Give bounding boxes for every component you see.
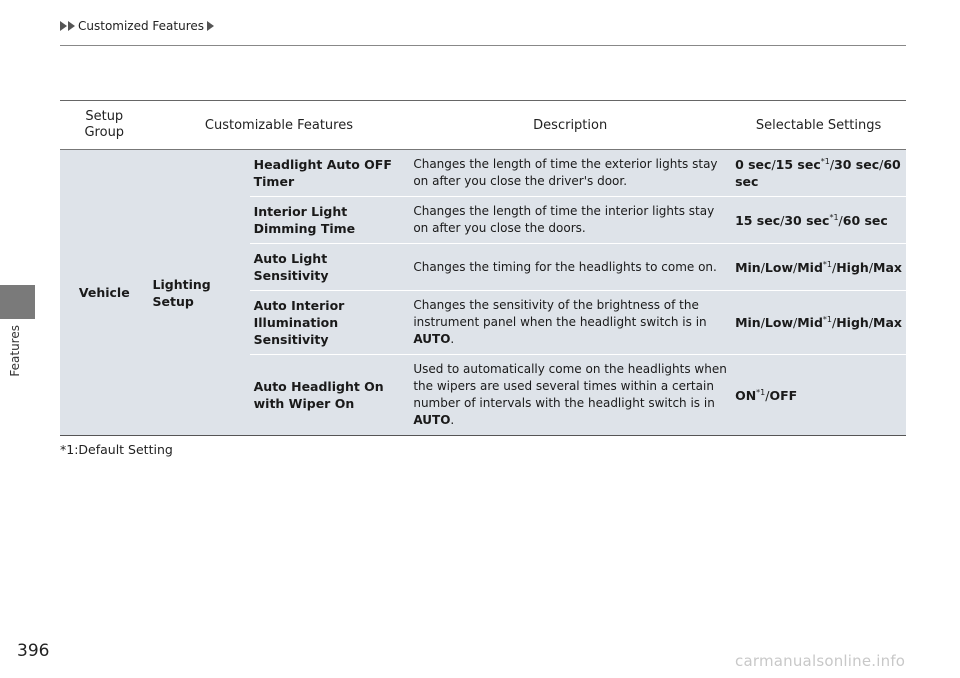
header-divider: [60, 45, 906, 46]
header-description: Description: [409, 101, 731, 150]
feature-name: Headlight Auto OFF Timer: [250, 150, 410, 197]
section-tab-marker: [0, 285, 35, 319]
setting-separator: /: [832, 315, 837, 330]
setting-option: Low: [764, 259, 794, 275]
default-marker: *1: [820, 156, 830, 166]
feature-description: Changes the length of time the interior lights stay on after you close the doors.: [409, 197, 731, 244]
selectable-settings: [731, 244, 906, 291]
feature-description: Changes the sensitivity of the brightness of the instrument panel when the headlight switch is in AUTO.: [409, 291, 731, 355]
setting-separator: /: [879, 157, 884, 172]
header-setup-group: Setup Group: [60, 101, 149, 150]
setting-option: 60 sec: [842, 212, 888, 228]
setting-separator: /: [829, 157, 835, 172]
default-marker: *1: [756, 387, 766, 397]
selectable-settings: [731, 197, 906, 244]
setting-separator: /: [780, 212, 785, 228]
default-marker: *1: [829, 212, 839, 222]
category-cell: Lighting Setup: [149, 150, 250, 436]
setting-separator: /: [868, 259, 874, 275]
setting-separator: /: [868, 315, 874, 330]
feature-name: Auto Interior Illumination Sensitivity: [250, 291, 410, 355]
setting-option: Mid: [797, 259, 823, 275]
table-row: [60, 150, 906, 197]
section-tab-label: Features: [8, 325, 22, 377]
default-marker: *1: [822, 314, 832, 324]
setting-separator: /: [832, 259, 837, 275]
feature-name: Interior Light Dimming Time: [250, 197, 410, 244]
setting-option: 15 sec: [735, 212, 781, 228]
setting-option: 30 sec: [784, 212, 830, 228]
default-marker: *1: [822, 259, 832, 269]
setting-separator: /: [760, 259, 765, 275]
header-selectable-settings: Selectable Settings: [731, 101, 906, 150]
setting-option: Max: [873, 315, 902, 330]
auto-keyword: AUTO: [413, 332, 451, 346]
setting-option: 60 sec: [735, 157, 901, 189]
watermark: carmanualsonline.info: [735, 652, 906, 670]
setting-option: Max: [873, 259, 902, 275]
customizable-features-table: [60, 100, 906, 436]
setting-separator: /: [771, 157, 776, 172]
feature-description: Changes the timing for the headlights to come on.: [409, 244, 731, 291]
feature-description: Changes the length of time the exterior lights stay on after you close the driver's door.: [409, 150, 731, 197]
setting-option: High: [836, 259, 869, 275]
setting-option: Min: [735, 315, 761, 330]
setup-group-cell: Vehicle: [60, 150, 149, 436]
chevron-right-icon: [207, 21, 214, 31]
setting-separator: /: [793, 315, 798, 330]
setting-option: High: [836, 315, 869, 330]
setting-option: Min: [735, 259, 761, 275]
setting-option: Mid: [797, 315, 823, 330]
setting-option: Low: [764, 315, 794, 330]
setting-option: OFF: [769, 387, 798, 403]
auto-keyword: AUTO: [413, 413, 451, 427]
setting-separator: /: [765, 387, 770, 403]
setting-separator: /: [793, 259, 798, 275]
setting-option: 0 sec: [735, 157, 772, 172]
double-chevron-icon: [60, 21, 75, 31]
setting-option: 30 sec: [834, 157, 880, 172]
breadcrumb[interactable]: [60, 19, 214, 33]
setting-separator: /: [838, 212, 843, 228]
breadcrumb-label[interactable]: Customized Features: [78, 19, 205, 33]
feature-name: Auto Light Sensitivity: [250, 244, 410, 291]
setting-option: 15 sec: [775, 157, 821, 172]
setting-separator: /: [760, 315, 765, 330]
table-header-row: [60, 101, 906, 150]
setting-option: ON: [735, 387, 757, 403]
footnote-default-setting: *1:Default Setting: [60, 442, 173, 457]
selectable-settings: [731, 150, 906, 197]
table-body: [60, 150, 906, 436]
header-customizable-features: Customizable Features: [149, 101, 410, 150]
feature-name: Auto Headlight On with Wiper On: [250, 355, 410, 436]
page-number: 396: [17, 641, 50, 661]
selectable-settings: [731, 355, 906, 436]
feature-description: Used to automatically come on the headlights when the wipers are used several times within a certain number of intervals with the headlight switch is in AUTO.: [409, 355, 731, 436]
selectable-settings: [731, 291, 906, 355]
